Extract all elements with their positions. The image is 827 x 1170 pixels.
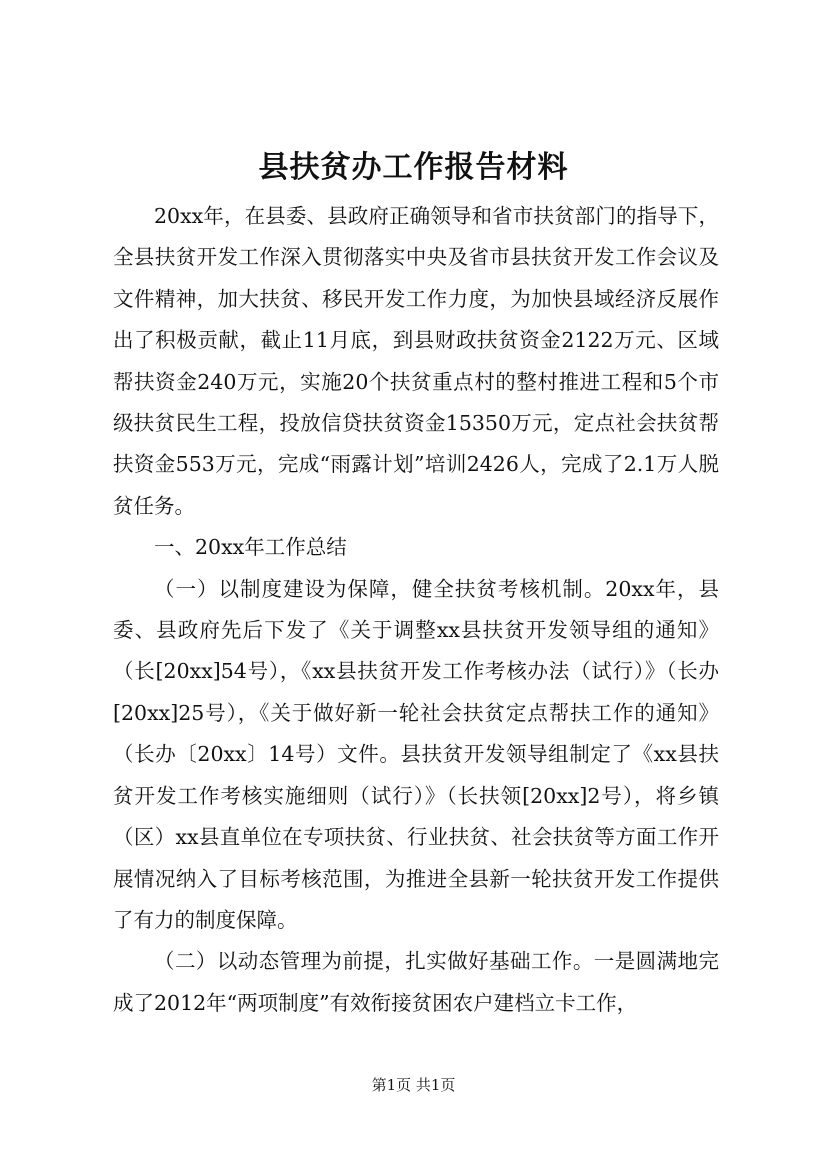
document-body xyxy=(113,196,719,1024)
section-paragraph-1: （一）以制度建设为保障，健全扶贫考核机制。20xx年，县委、县政府先后下发了《关于调整xx县扶贫开发领导组的通知》（长[20xx]54号），《xx县扶贫开发工作考核办法（试行）》（长办[20xx]25号），《关于做好新一轮社会扶贫定点帮扶工作的通知》（长办〔20xx〕14号）文件。县扶贫开发领导组制定了《xx县扶贫开发工作考核实施细则（试行）》（长扶领[20xx]2号），将乡镇（区）xx县直单位在专项扶贫、行业扶贫、社会扶贫等方面工作开展情况纳入了目标考核范围，为推进全县新一轮扶贫开发工作提供了有力的制度保障。 xyxy=(113,576,719,932)
section-paragraph-2: （二）以动态管理为前提，扎实做好基础工作。一是圆满地完成了2012年“两项制度”有效衔接贫困农户建档立卡工作， xyxy=(113,949,719,1015)
section-heading: 一、20xx年工作总结 xyxy=(154,535,347,560)
page-footer: 第1页 共1页 xyxy=(371,1076,456,1094)
document-title: 县扶贫办工作报告材料 xyxy=(258,150,569,185)
intro-paragraph: 20xx年，在县委、县政府正确领导和省市扶贫部门的指导下，全县扶贫开发工作深入贯彻落实中央及省市县扶贫开发工作会议及文件精神，加大扶贫、移民开发工作力度，为加快县域经济反展作出了积极贡献，截止11月底，到县财政扶贫资金2122万元、区域帮扶资金240万元，实施20个扶贫重点村的整村推进工程和5个市级扶贫民生工程，投放信贷扶贫资金15350万元，定点社会扶贫帮扶资金553万元，完成“雨露计划”培训2426人，完成了2.1万人脱贫任务。 xyxy=(113,204,719,518)
